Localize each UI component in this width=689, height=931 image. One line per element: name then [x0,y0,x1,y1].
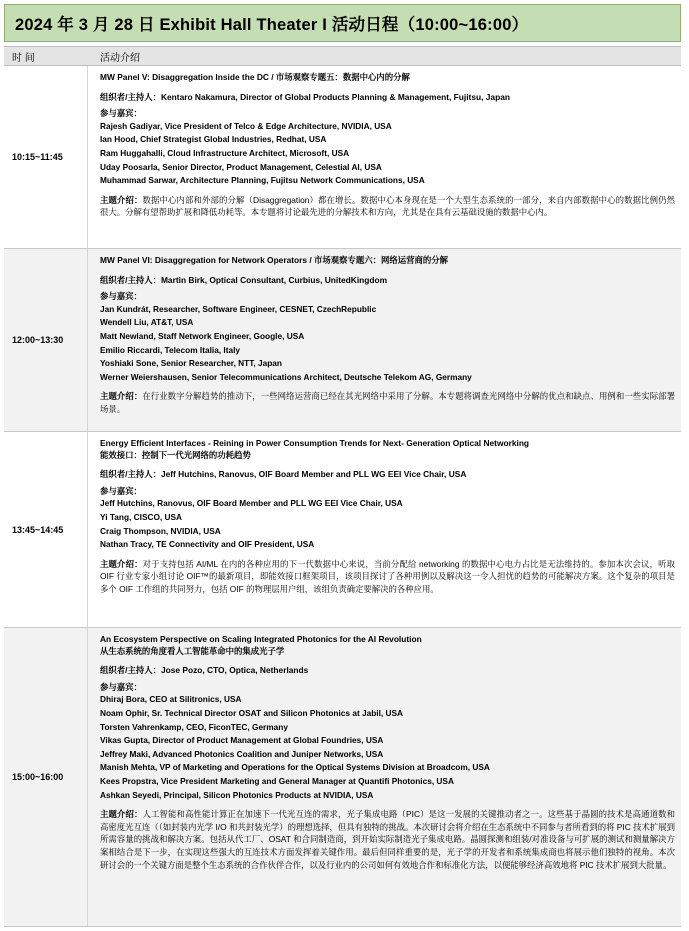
organizer-label: 组织者/主持人： [100,91,161,102]
session-organizer [100,665,675,677]
session-subtitle: 能效接口：控制下一代光网络的功耗趋势 [100,449,251,460]
panelist: Ian Hood, Chief Strategist Global Industries, Redhat, USA [100,134,327,145]
table-header [4,46,681,66]
panelist: Matt Newland, Staff Network Engineer, Google, USA [100,330,305,341]
panelist: Kees Propstra, Vice President Marketing and General Manager at Quantifi Photonics, USA [100,775,454,786]
panelist: Yoshiaki Sone, Senior Researcher, NTT, Japan [100,358,282,369]
organizer-value: Jeff Hutchins, Ranovus, OIF Board Member and PLL WG EEI Vice Chair, USA [160,469,467,480]
panelist: Emilio Riccardi, Telecom Italia, Italy [100,344,241,355]
panelist-list [100,497,675,551]
column-header-details: 活动介绍 [100,52,140,64]
session-subtitle: 从生态系统的角度看人工智能革命中的集成光子学 [100,645,285,656]
panelist-list [100,303,675,385]
session-organizer [100,92,675,104]
organizer-label: 组织者/主持人： [100,469,161,480]
session-details [88,249,681,431]
panelists-label: 参与嘉宾： [100,681,142,692]
panelist: Ashkan Seyedi, Principal, Silicon Photonics Products at NVIDIA, USA [100,789,374,800]
panelist: Wendell Liu, AT&T, USA [100,317,194,328]
intro-label: 主题介绍： [100,558,143,569]
organizer-label: 组织者/主持人： [100,665,161,676]
panelist: Jan Kundrát, Researcher, Software Engineer, CESNET, CzechRepublic [100,303,377,314]
panelists-label: 参与嘉宾： [100,485,142,496]
session-title: MW Panel V: Disaggregation Inside the DC / 市场观察专题五：数据中心内的分解 [100,72,410,82]
session-title: Energy Efficient Interfaces - Reining in Power Consumption Trends for Next- Generation Optical Networking [100,438,530,448]
session-time: 15:00~16:00 [4,628,88,926]
intro-text: 对于支持包括 AI/ML 在内的各种应用的下一代数据中心来说，当前分配给 networking 的数据中心电力占比是无法维持的。参加本次会议，听取 OIF 行业专家小组讨论 OIF™的最新项目，即能效接口框架项目，该项目探讨了各种用例以及解决这一令人担忧的趋势的可能解决方案。这个复杂的项目是多个 OIF 工作组的共同努力，包括 OIF 的物理层用户组，该组负责确定要解决的各种应用。 [100,558,676,594]
panelist: Torsten Vahrenkamp, CEO, FiconTEC, Germany [100,721,288,732]
session-details [88,628,681,926]
page-title: 2024 年 3 月 28 日 Exhibit Hall Theater I 活动日程（10:00~16:00） [4,4,681,42]
panelist: Yi Tang, CISCO, USA [100,511,183,522]
panelist: Jeff Hutchins, Ranovus, OIF Board Member and PLL WG EEI Vice Chair, USA [100,498,403,509]
session-intro [100,194,675,219]
panelist-list [100,120,675,188]
session-details [88,432,681,627]
panelist: Uday Poosarla, Senior Director, Product Management, Celestial AI, USA [100,161,382,172]
panelists-label: 参与嘉宾： [100,291,142,302]
organizer-value: Jose Pozo, CTO, Optica, Netherlands [160,665,309,676]
panelist: Ram Huggahalli, Cloud Infrastructure Architect, Microsoft, USA [100,147,350,158]
panelist: Jeffrey Maki, Advanced Photonics Coalition and Juniper Networks, USA [100,748,384,759]
session-intro [100,808,675,871]
panelist: Noam Ophir, Sr. Technical Director OSAT and Silicon Photonics at Jabil, USA [100,707,404,718]
column-header-time: 时 间 [12,52,35,64]
panelist: Muhammad Sarwar, Architecture Planning, Fujitsu Network Communications, USA [100,175,425,186]
panelist: Manish Mehta, VP of Marketing and Operations for the Optical Systems Division at Broadcom, USA [100,762,490,773]
panelist: Dhiraj Bora, CEO at Silitronics, USA [100,694,242,705]
session-title: MW Panel VI: Disaggregation for Network Operators / 市场观察专题六：网络运营商的分解 [100,255,449,265]
organizer-value: Martin Birk, Optical Consultant, Curbius, UnitedKingdom [160,274,388,285]
session-row-1 [4,66,681,249]
panelist: Werner Weiershausen, Senior Telecommunications Architect, Deutsche Telekom AG, Germany [100,371,472,382]
session-row-3 [4,432,681,628]
intro-label: 主题介绍： [100,809,143,820]
session-time: 12:00~13:30 [4,249,88,431]
session-intro [100,390,675,415]
session-title: An Ecosystem Perspective on Scaling Integrated Photonics for the AI Revolution [100,634,422,644]
panelist: Vikas Gupta, Director of Product Management at Global Foundries, USA [100,735,384,746]
intro-text: 数据中心内部和外部的分解（Disaggregation）都在增长。数据中心本身现在是一个大型生态系统的一部分，来自内部数据中心的数据比例仍然很大。分解有望帮助扩展和降低功耗等。本专题将讨论最先进的分解技术和方向，尤其是在具有云基础设施的数据中心内。 [100,194,675,218]
session-time: 10:15~11:45 [4,66,88,248]
intro-text: 在行业数字分解趋势的推动下，一些网络运营商已经在其光网络中采用了分解。本专题将调查光网络中分解的优点和缺点、用例和一些实际部署场景。 [100,391,676,414]
session-organizer [100,275,675,287]
intro-text: 人工智能和高性能计算正在加速下一代光互连的需求，光子集成电路（PIC）是这一发展的关键推动者之一。这些基于晶圆的技术是高通道数和高密度光互连（（如封装内光学 I/O 和共封装光学）的理想选择，但具有独特的挑战。本次研讨会将介绍在生态系统中不同参与者所看到的将 PIC 技术扩展到所需容量的挑战和解决方案。包括从代工厂、OSAT 和合同制造商，到开始实际制造光子集成电路。晶圆探测和组装/对准设备与可扩展的测试和测量解决方案相结合是下一步，在实现这些强大的互连技术方面发挥着关键作用。最后但同样重要的是，光子学的开发者和系统集成商也将展示他们独特的视角。本次研讨会的一个关键方面是整个生态系统的合作伙伴合作，以及行业内的公司如何有效地合作和标准化方法，以便能够经济高效地将 PIC 技术扩展到大批量。 [100,809,676,870]
organizer-label: 组织者/主持人： [100,274,161,285]
panelist: Rajesh Gadiyar, Vice President of Telco & Edge Architecture, NVIDIA, USA [100,120,392,131]
session-details [88,66,681,248]
session-time: 13:45~14:45 [4,432,88,627]
session-row-2 [4,249,681,432]
intro-label: 主题介绍： [100,194,143,205]
session-intro [100,558,675,596]
session-row-4 [4,628,681,927]
session-organizer [100,469,675,481]
intro-label: 主题介绍： [100,391,143,402]
organizer-value: Kentaro Nakamura, Director of Global Products Planning & Management, Fujitsu, Japan [160,91,510,102]
panelist-list [100,693,675,802]
panelists-label: 参与嘉宾： [100,108,142,119]
panelist: Nathan Tracy, TE Connectivity and OIF President, USA [100,539,315,550]
panelist: Craig Thompson, NVIDIA, USA [100,525,221,536]
